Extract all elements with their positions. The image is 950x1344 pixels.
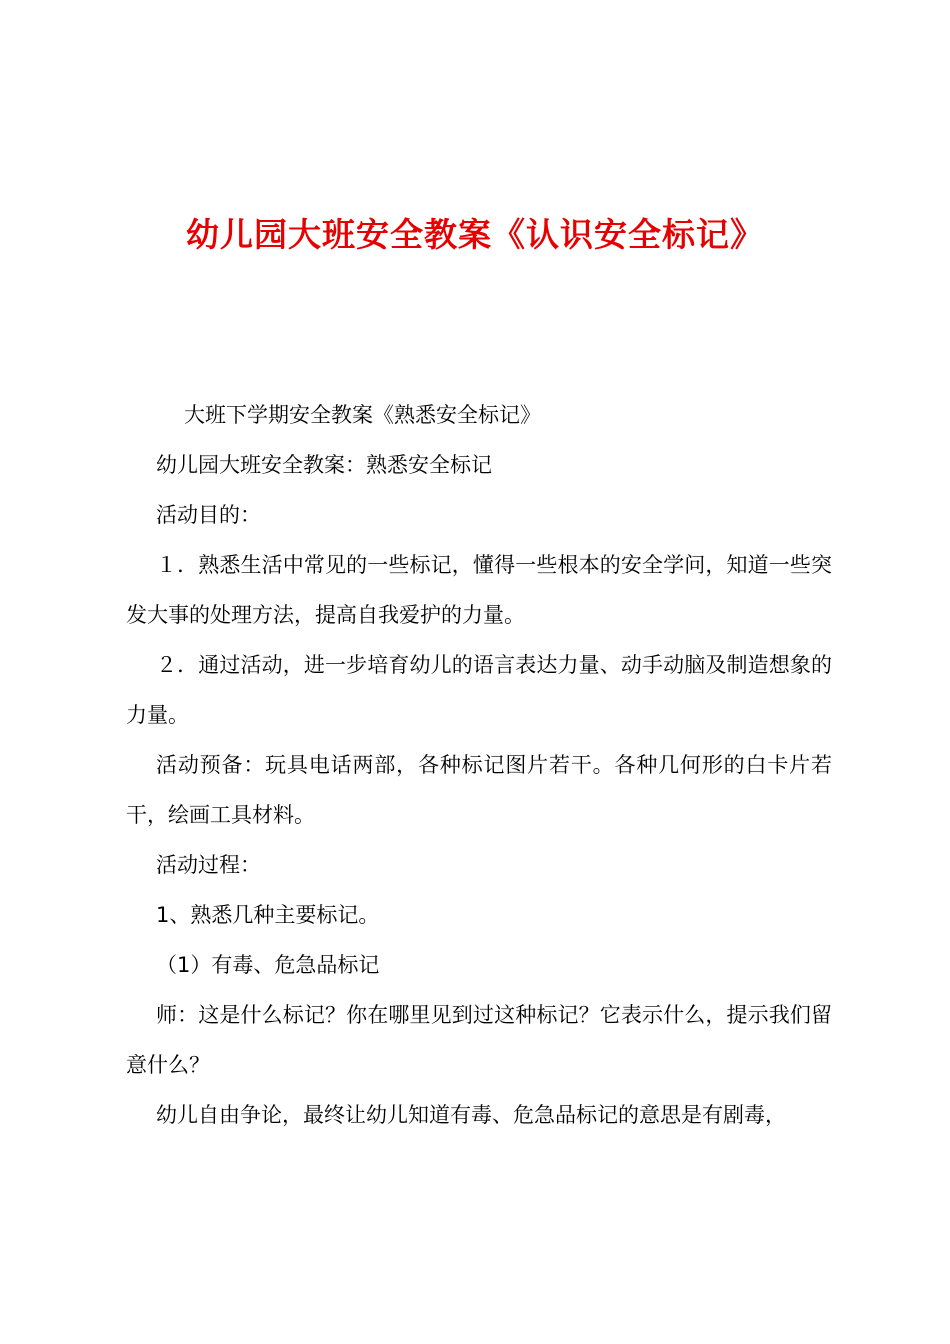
paragraph: 幼儿园大班安全教案：熟悉安全标记: [156, 453, 492, 477]
paragraph: 幼儿自由争论，最终让幼儿知道有毒、危急品标记的意思是有剧毒，: [156, 1103, 786, 1127]
paragraph: 活动预备：玩具电话两部，各种标记图片若干。各种几何形的白卡片若干，绘画工具材料。: [126, 753, 832, 827]
document-title: 幼儿园大班安全教案《认识安全标记》: [186, 215, 764, 254]
document-body: [126, 390, 832, 1140]
paragraph: １．熟悉生活中常见的一些标记，懂得一些根本的安全学问，知道一些突发大事的处理方法，提高自我爱护的力量。: [126, 553, 832, 627]
paragraph: ２．通过活动，进一步培育幼儿的语言表达力量、动手动脑及制造想象的力量。: [126, 653, 832, 727]
paragraph: （1）有毒、危急品标记: [156, 953, 380, 977]
paragraph: 活动过程：: [156, 853, 261, 877]
paragraph: 1、熟悉几种主要标记。: [156, 903, 380, 927]
paragraph: 活动目的：: [156, 503, 261, 527]
paragraph: 大班下学期安全教案《熟悉安全标记》: [184, 403, 541, 427]
paragraph: 师：这是什么标记？你在哪里见到过这种标记？它表示什么，提示我们留意什么？: [126, 1003, 832, 1077]
